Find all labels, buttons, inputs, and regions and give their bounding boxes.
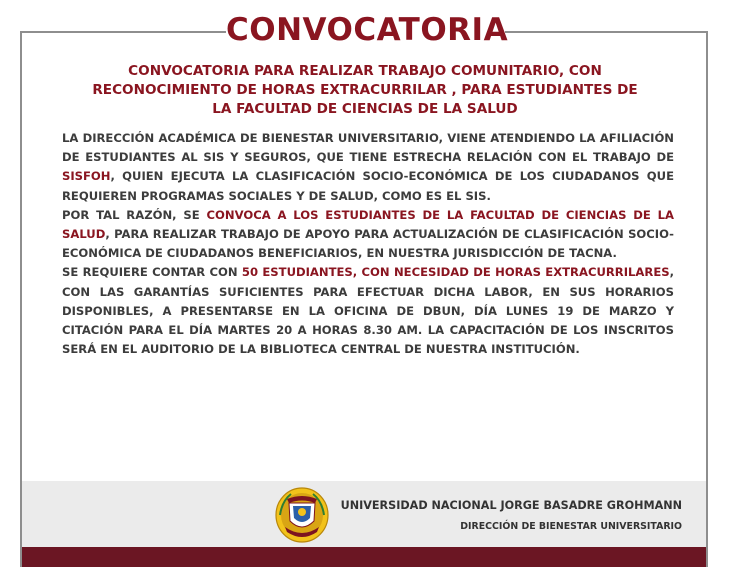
footer-bar <box>22 547 706 567</box>
frame-top-left-line <box>20 31 226 33</box>
university-name: UNIVERSIDAD NACIONAL JORGE BASADRE GROHMANN <box>340 499 682 512</box>
highlight-estudiantes: 50 ESTUDIANTES, CON NECESIDAD DE HORAS EXTRACURRILARES <box>241 265 670 280</box>
footer-band <box>22 481 706 547</box>
poster-heading: CONVOCATORIA <box>226 12 509 48</box>
frame-top-right-line <box>505 31 708 33</box>
paragraph-3-text-end: , CON LAS GARANTÍAS SUFICIENTES PARA EFECTUAR DICHA LABOR, EN SUS HORARIOS DISPONIBLES, A PRESENTARSE EN LA OFICINA DE DBUN, DÍA LUNES 19 DE MARZO Y CITACIÓN PARA EL DÍA MARTES 20 A HORAS 8.30 AM. LA CAPACITACIÓN DE LOS INSCRITOS SERÁ EN EL AUDITORIO DE LA BIBLIOTECA CENTRAL DE NUESTRA INSTITUCIÓN. <box>62 265 674 357</box>
subtitle-line: LA FACULTAD DE CIENCIAS DE LA SALUD <box>212 101 518 117</box>
paragraph-2-text: POR TAL RAZÓN, SE <box>62 207 207 222</box>
paragraph-2 <box>62 206 674 264</box>
poster-body <box>62 129 674 359</box>
paragraph-3 <box>62 263 674 359</box>
paragraph-1 <box>62 129 674 206</box>
paragraph-1-text: LA DIRECCIÓN ACADÉMICA DE BIENESTAR UNIVERSITARIO, VIENE ATENDIENDO LA AFILIACIÓN DE ESTUDIANTES AL SIS Y SEGUROS, QUE TIENE ESTRECHA RELACIÓN CON EL TRABAJO DE <box>62 131 674 165</box>
poster-subtitle <box>40 62 690 119</box>
university-seal-icon <box>275 487 329 543</box>
paragraph-2-text-end: , PARA REALIZAR TRABAJO DE APOYO PARA ACTUALIZACIÓN DE CLASIFICACIÓN SOCIO-ECONÓMICA DE CIUDADANOS BENEFICIARIOS, EN NUESTRA JURISDICCIÓN DE TACNA. <box>62 227 674 261</box>
paragraph-1-text-end: , QUIEN EJECUTA LA CLASIFICACIÓN SOCIO-ECONÓMICA DE LOS CIUDADANOS QUE REQUIEREN PROGRAMAS SOCIALES Y DE SALUD, COMO ES EL SIS. <box>62 169 674 203</box>
subtitle-line: RECONOCIMIENTO DE HORAS EXTRACURRILAR , PARA ESTUDIANTES DE <box>92 82 638 98</box>
highlight-sisfoh: SISFOH <box>62 169 111 184</box>
subtitle-line: CONVOCATORIA PARA REALIZAR TRABAJO COMUNITARIO, CON <box>128 63 602 79</box>
highlight-convoca: CONVOCA A LOS ESTUDIANTES DE LA FACULTAD DE CIENCIAS DE LA SALUD <box>62 207 674 242</box>
department-name: DIRECCIÓN DE BIENESTAR UNIVERSITARIO <box>460 521 682 532</box>
paragraph-3-text: SE REQUIERE CONTAR CON <box>62 265 242 280</box>
